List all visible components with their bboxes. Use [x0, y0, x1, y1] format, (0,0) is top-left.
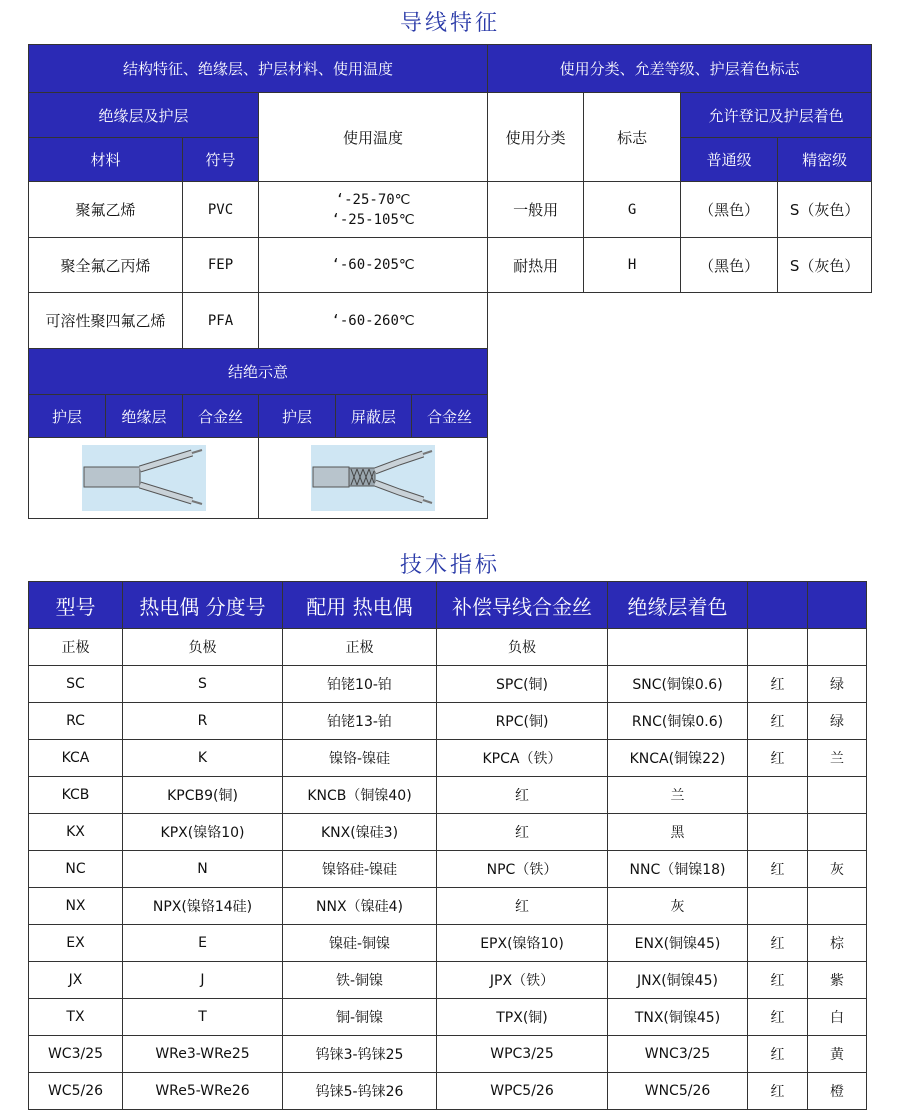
normal-color-cell: （黑色）	[681, 238, 778, 293]
table-cell: 橙	[808, 1073, 867, 1110]
table-cell: 铂铑13-铂	[283, 703, 437, 740]
table-cell	[748, 888, 808, 925]
column-header: 型号	[29, 582, 123, 629]
table-cell: 钨铼3-钨铼25	[283, 1036, 437, 1073]
table-cell: N	[123, 851, 283, 888]
material-cell: 聚全氟乙丙烯	[29, 238, 183, 293]
section-title-tech-specs: 技术指标	[399, 553, 500, 578]
header-material: 材料	[29, 138, 183, 182]
column-header: 热电偶 分度号	[123, 582, 283, 629]
table-cell	[808, 814, 867, 851]
table-cell: 红	[748, 1036, 808, 1073]
table-cell: 红	[748, 1073, 808, 1110]
table-cell: WNC3/25	[608, 1036, 748, 1073]
table-row	[29, 1036, 867, 1073]
table-cell: KX	[29, 814, 123, 851]
table-cell: 棕	[808, 925, 867, 962]
table-cell	[808, 777, 867, 814]
table-cell: WPC5/26	[437, 1073, 608, 1110]
table-cell: 兰	[808, 740, 867, 777]
table-cell: S	[123, 666, 283, 703]
diagram-label: 绝缘层	[106, 395, 183, 438]
table-cell: J	[123, 962, 283, 999]
header-normal-grade: 普通级	[681, 138, 778, 182]
table-subheader-row	[29, 629, 867, 666]
table-cell: 绿	[808, 666, 867, 703]
section-title-wire-features: 导线特征	[399, 11, 500, 36]
table-cell: 铜-铜镍	[283, 999, 437, 1036]
table-cell: NNC（铜镍18)	[608, 851, 748, 888]
table-row	[29, 1073, 867, 1110]
table-cell: 红	[437, 777, 608, 814]
table-cell: KPCA（铁）	[437, 740, 608, 777]
table-cell: RPC(铜)	[437, 703, 608, 740]
table-cell: ENX(铜镍45)	[608, 925, 748, 962]
table-cell: 灰	[608, 888, 748, 925]
table-row	[29, 925, 867, 962]
table-row	[29, 888, 867, 925]
table-cell: NNX（镍硅4)	[283, 888, 437, 925]
table-cell: KNCA(铜镍22)	[608, 740, 748, 777]
tech-specs-table	[28, 581, 867, 1110]
wire-features-table	[28, 44, 872, 519]
diagram-label: 护层	[259, 395, 336, 438]
table-cell: 紫	[808, 962, 867, 999]
table-cell: JPX（铁）	[437, 962, 608, 999]
table-cell: 黄	[808, 1036, 867, 1073]
table-cell: WRe3-WRe25	[123, 1036, 283, 1073]
temperature-line: ‘-25-105℃	[331, 211, 415, 228]
table-cell: 红	[748, 740, 808, 777]
symbol-cell: PFA	[183, 293, 259, 349]
subheader-cell	[748, 629, 808, 666]
table-cell: K	[123, 740, 283, 777]
precision-color-cell: S（灰色）	[778, 238, 872, 293]
use-cell: 耐热用	[488, 238, 584, 293]
table-cell: KNCB（铜镍40)	[283, 777, 437, 814]
table-cell: 红	[437, 814, 608, 851]
table-cell: R	[123, 703, 283, 740]
cable-diagram-plain	[29, 438, 259, 519]
table-cell: 绿	[808, 703, 867, 740]
table-cell: 钨铼5-钨铼26	[283, 1073, 437, 1110]
header-structure: 结构特征、绝缘层、护层材料、使用温度	[29, 45, 488, 93]
mark-cell: H	[584, 238, 681, 293]
table-cell: SC	[29, 666, 123, 703]
table-cell	[748, 777, 808, 814]
column-header	[808, 582, 867, 629]
table-cell: WNC5/26	[608, 1073, 748, 1110]
table-cell: RC	[29, 703, 123, 740]
table-cell	[748, 814, 808, 851]
normal-color-cell: （黑色）	[681, 182, 778, 238]
table-cell: 黑	[608, 814, 748, 851]
temperature-line: ‘-25-70℃	[335, 191, 411, 208]
subheader-cell	[608, 629, 748, 666]
table-cell: 兰	[608, 777, 748, 814]
table-row	[29, 851, 867, 888]
table-cell: 灰	[808, 851, 867, 888]
material-cell: 聚氟乙烯	[29, 182, 183, 238]
table-header-row	[29, 582, 867, 629]
table-cell: EPX(镍铬10)	[437, 925, 608, 962]
table-cell: 红	[748, 703, 808, 740]
table-cell: KPX(镍铬10)	[123, 814, 283, 851]
column-header: 配用 热电偶	[283, 582, 437, 629]
table-cell: 白	[808, 999, 867, 1036]
cable-diagram-shielded	[259, 438, 488, 519]
table-cell: TX	[29, 999, 123, 1036]
column-header: 绝缘层着色	[608, 582, 748, 629]
subheader-cell: 正极	[283, 629, 437, 666]
table-cell: NPX(镍铬14硅)	[123, 888, 283, 925]
table-cell: KCB	[29, 777, 123, 814]
diagram-label: 护层	[29, 395, 106, 438]
plain-cable-illustration	[82, 445, 206, 511]
header-classification: 使用分类、允差等级、护层着色标志	[488, 45, 872, 93]
table-cell: KNX(镍硅3)	[283, 814, 437, 851]
table-row	[29, 777, 867, 814]
subheader-cell: 负极	[123, 629, 283, 666]
subheader-cell: 负极	[437, 629, 608, 666]
table-cell: E	[123, 925, 283, 962]
table-cell: 红	[748, 666, 808, 703]
table-cell: WPC3/25	[437, 1036, 608, 1073]
column-header	[748, 582, 808, 629]
table-cell: JX	[29, 962, 123, 999]
diagram-label: 屏蔽层	[336, 395, 412, 438]
header-allow-color: 允许登记及护层着色	[681, 93, 872, 138]
material-cell: 可溶性聚四氟乙烯	[29, 293, 183, 349]
subheader-cell: 正极	[29, 629, 123, 666]
symbol-cell: FEP	[183, 238, 259, 293]
table-cell: EX	[29, 925, 123, 962]
table-cell: 铁-铜镍	[283, 962, 437, 999]
table-cell: SPC(铜)	[437, 666, 608, 703]
header-symbol: 符号	[183, 138, 259, 182]
diagram-label: 合金丝	[183, 395, 259, 438]
table-cell: WRe5-WRe26	[123, 1073, 283, 1110]
table-row	[29, 703, 867, 740]
table-cell: SNC(铜镍0.6)	[608, 666, 748, 703]
mark-cell: G	[584, 182, 681, 238]
table-cell: WC3/25	[29, 1036, 123, 1073]
subheader-cell	[808, 629, 867, 666]
diagram-label: 合金丝	[412, 395, 488, 438]
header-temperature: 使用温度	[259, 93, 488, 182]
header-insulation-sheath: 绝缘层及护层	[29, 93, 259, 138]
table-cell: JNX(铜镍45)	[608, 962, 748, 999]
header-use-class: 使用分类	[488, 93, 584, 182]
table-cell: NX	[29, 888, 123, 925]
table-cell: NPC（铁）	[437, 851, 608, 888]
temperature-cell: ‘-60-205℃	[259, 238, 488, 293]
temperature-cell: ‘-60-260℃	[259, 293, 488, 349]
table-cell: T	[123, 999, 283, 1036]
table-row	[29, 999, 867, 1036]
diagram-title: 结绝示意	[29, 349, 488, 395]
table-row	[29, 740, 867, 777]
table-cell: 红	[748, 925, 808, 962]
symbol-cell: PVC	[183, 182, 259, 238]
table-cell: TNX(铜镍45)	[608, 999, 748, 1036]
header-mark: 标志	[584, 93, 681, 182]
table-cell	[808, 888, 867, 925]
table-cell: 红	[748, 962, 808, 999]
table-cell: RNC(铜镍0.6)	[608, 703, 748, 740]
shielded-cable-illustration	[311, 445, 435, 511]
use-cell: 一般用	[488, 182, 584, 238]
table-cell: 镍铬-镍硅	[283, 740, 437, 777]
table-cell: TPX(铜)	[437, 999, 608, 1036]
table-cell: 铂铑10-铂	[283, 666, 437, 703]
table-cell: KCA	[29, 740, 123, 777]
table-cell: 镍硅-铜镍	[283, 925, 437, 962]
table-cell: 红	[437, 888, 608, 925]
table-cell: NC	[29, 851, 123, 888]
table-cell: 红	[748, 999, 808, 1036]
table-cell: KPCB9(铜)	[123, 777, 283, 814]
table-row	[29, 814, 867, 851]
column-header: 补偿导线合金丝	[437, 582, 608, 629]
table-cell: 镍铬硅-镍硅	[283, 851, 437, 888]
temperature-cell	[259, 182, 488, 238]
table-cell: 红	[748, 851, 808, 888]
table-cell: WC5/26	[29, 1073, 123, 1110]
table-row	[29, 962, 867, 999]
header-precision-grade: 精密级	[778, 138, 872, 182]
table-row	[29, 666, 867, 703]
precision-color-cell: S（灰色）	[778, 182, 872, 238]
